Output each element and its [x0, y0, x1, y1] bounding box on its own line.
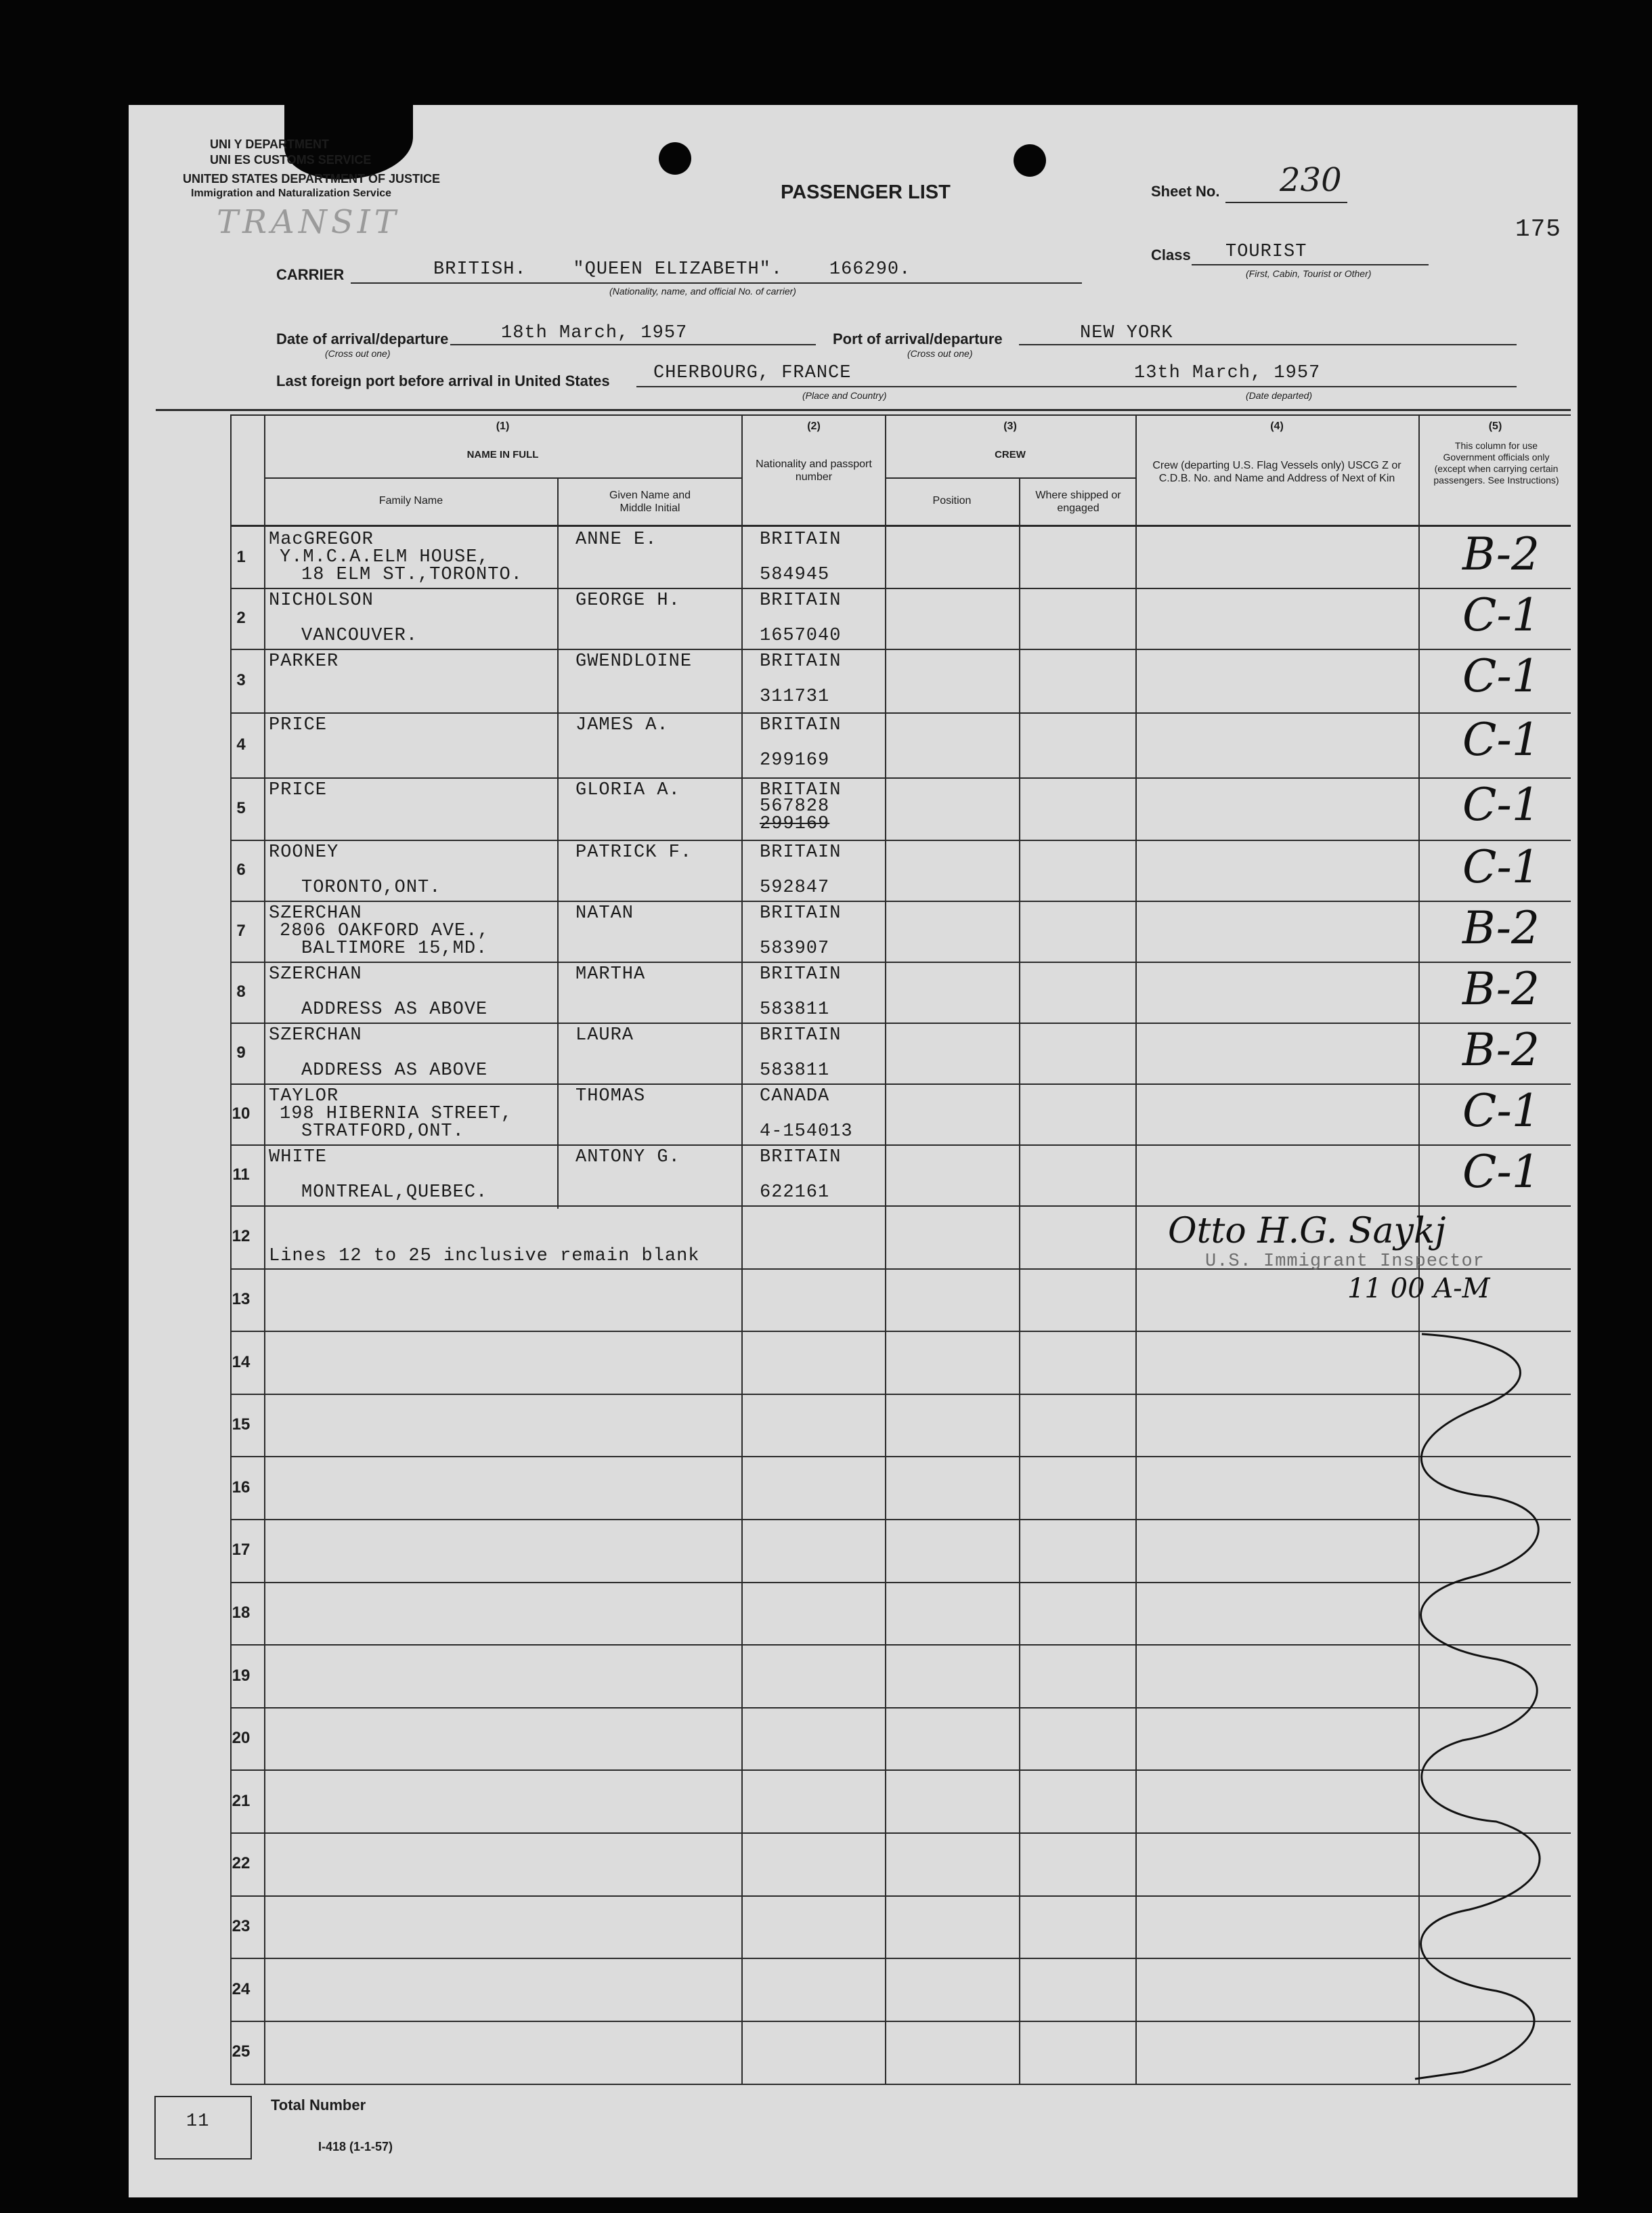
family-name: PRICE — [269, 715, 328, 735]
col-family-name: Family Name — [378, 495, 443, 507]
family-name: NICHOLSON — [269, 590, 374, 611]
nationality: BRITAIN — [760, 842, 842, 863]
passport-number: 583907 — [760, 939, 830, 959]
col4-title: Crew (departing U.S. Flag Vessels only) USCG Z or C.D.B. No. and Name and Address of Next of Kin — [1152, 460, 1401, 484]
departed-hint: (Date departed) — [1246, 390, 1313, 401]
col2-number: (2) — [807, 421, 821, 432]
passport-number: 1657040 — [760, 626, 842, 646]
date-hint: (Cross out one) — [325, 348, 391, 359]
row-number: 5 — [236, 799, 246, 817]
family-name: ROONEY — [269, 842, 339, 863]
family-name: SZERCHAN — [269, 1025, 362, 1046]
row-number: 22 — [232, 1854, 251, 1873]
row-rule — [230, 1205, 1571, 1207]
row-number: 13 — [232, 1289, 251, 1308]
passport-number: 592847 — [760, 878, 830, 898]
table-top-rule — [156, 409, 1571, 411]
passport-number: 583811 — [760, 1060, 830, 1081]
row-rule — [230, 840, 1571, 841]
row-number: 6 — [236, 861, 246, 879]
form-id: I-418 (1-1-57) — [318, 2140, 393, 2153]
port-hint: (Cross out one) — [907, 348, 973, 359]
address-line-2: BALTIMORE 15,MD. — [301, 939, 488, 959]
passport-number: 311731 — [760, 687, 830, 707]
family-name: PRICE — [269, 780, 328, 800]
passport-number: 583811 — [760, 1000, 830, 1020]
carrier-value: BRITISH. "QUEEN ELIZABETH". 166290. — [433, 259, 911, 280]
table-bottom-rule — [230, 2084, 1571, 2085]
nationality: BRITAIN — [760, 964, 842, 985]
row-number: 20 — [232, 1729, 251, 1748]
passport-number: 584945 — [760, 565, 830, 585]
row-number: 14 — [232, 1352, 251, 1371]
class-value: TOURIST — [1225, 242, 1307, 262]
void-squiggle — [1395, 1327, 1584, 2092]
col5-title: This column for use Government officials only (except when carrying certain passengers. See Instructions) — [1433, 440, 1559, 486]
given-name: PATRICK F. — [575, 842, 693, 863]
row-rule — [230, 1582, 1571, 1583]
address-line-1: 198 HIBERNIA STREET, — [280, 1104, 513, 1124]
address-line-2: STRATFORD,ONT. — [301, 1121, 464, 1142]
address-line-2: VANCOUVER. — [301, 626, 418, 646]
passport-number: 299169 — [760, 750, 830, 771]
classification-code: C-1 — [1462, 779, 1540, 831]
nationality: BRITAIN — [760, 590, 842, 611]
address-line-2: 18 ELM ST.,TORONTO. — [301, 565, 523, 585]
last-port-value: CHERBOURG, FRANCE — [653, 363, 852, 383]
classification-code: B-2 — [1462, 1024, 1540, 1076]
row-rule — [230, 962, 1571, 963]
last-port-label: Last foreign port before arrival in United States — [276, 372, 610, 389]
nationality: BRITAIN — [760, 780, 842, 800]
family-name: TAYLOR — [269, 1086, 339, 1106]
given-name: GWENDLOINE — [575, 651, 693, 672]
col-where-shipped: Where shipped or engaged — [1035, 490, 1121, 514]
nationality: BRITAIN — [760, 1025, 842, 1046]
row-number: 23 — [232, 1916, 251, 1935]
row-rule — [230, 1832, 1571, 1834]
classification-code: B-2 — [1462, 902, 1540, 954]
row-rule — [230, 1083, 1571, 1085]
row-rule — [230, 712, 1571, 714]
row-rule — [230, 901, 1571, 902]
row-number: 21 — [232, 1791, 251, 1810]
family-name: MacGREGOR — [269, 530, 374, 550]
dept-line-4: Immigration and Naturalization Service — [191, 188, 392, 199]
passport-number-struck: 299169 — [760, 814, 830, 834]
given-name: THOMAS — [575, 1086, 646, 1106]
form-paper — [129, 105, 1578, 2197]
col5-number: (5) — [1488, 421, 1502, 432]
row-number: 15 — [232, 1415, 251, 1434]
class-hint: (First, Cabin, Tourist or Other) — [1246, 268, 1372, 279]
row-number: 17 — [232, 1541, 251, 1560]
given-name: ANNE E. — [575, 530, 657, 550]
row-number: 24 — [232, 1979, 251, 1998]
inspector-time-note: 11 00 A-M — [1347, 1273, 1490, 1304]
classification-code: C-1 — [1462, 841, 1540, 893]
row-number: 7 — [236, 922, 246, 940]
classification-code: B-2 — [1462, 963, 1540, 1015]
dept-line-3: UNITED STATES DEPARTMENT OF JUSTICE — [183, 172, 441, 186]
classification-code: C-1 — [1462, 589, 1540, 641]
nationality: BRITAIN — [760, 715, 842, 735]
row-number: 9 — [236, 1044, 246, 1062]
nationality: BRITAIN — [760, 903, 842, 924]
col3-title: CREW — [995, 449, 1026, 460]
nationality: BRITAIN — [760, 530, 842, 550]
total-number-label: Total Number — [271, 2097, 366, 2113]
col1-title: NAME IN FULL — [466, 449, 539, 460]
row-rule — [230, 1707, 1571, 1709]
row-number: 11 — [232, 1165, 250, 1184]
address-line-1: 2806 OAKFORD AVE., — [280, 921, 490, 941]
row-rule — [230, 649, 1571, 650]
row-rule — [230, 1394, 1571, 1395]
row-rule — [230, 1456, 1571, 1457]
classification-code: C-1 — [1462, 1146, 1540, 1198]
row-number: 16 — [232, 1478, 251, 1497]
row-number: 25 — [232, 2042, 251, 2061]
row-number: 2 — [236, 609, 246, 627]
family-name: SZERCHAN — [269, 964, 362, 985]
passport-number: 4-154013 — [760, 1121, 853, 1142]
arrival-date: 18th March, 1957 — [501, 323, 688, 343]
col-position: Position — [932, 495, 972, 507]
col3-number: (3) — [1003, 421, 1017, 432]
row-rule — [230, 777, 1571, 779]
row-rule — [230, 588, 1571, 589]
dept-line-1: UNI Y DEPARTMENT — [210, 137, 330, 151]
col2-title: Nationality and passport number — [756, 458, 872, 483]
departed-date: 13th March, 1957 — [1134, 363, 1321, 383]
page-number: 175 — [1515, 215, 1561, 243]
given-name: MARTHA — [575, 964, 646, 985]
inspector-signature: Otto H.G. Saykj — [1168, 1211, 1446, 1251]
family-name: SZERCHAN — [269, 903, 362, 924]
row-rule — [230, 1769, 1571, 1771]
sheet-value: 230 — [1280, 161, 1342, 199]
classification-code: C-1 — [1462, 1085, 1540, 1137]
nationality: CANADA — [760, 1086, 830, 1106]
given-name: LAURA — [575, 1025, 634, 1046]
given-name: GEORGE H. — [575, 590, 680, 611]
row-number: 12 — [232, 1227, 251, 1246]
total-number-value: 11 — [186, 2111, 210, 2132]
dept-line-2: UNI ES CUSTOMS SERVICE — [210, 153, 372, 167]
classification-code: C-1 — [1462, 650, 1540, 702]
transit-stamp: TRANSIT — [217, 203, 400, 241]
family-name: WHITE — [269, 1147, 328, 1167]
family-name: PARKER — [269, 651, 339, 672]
carrier-label: CARRIER — [276, 266, 345, 283]
address-line-2: TORONTO,ONT. — [301, 878, 441, 898]
port-value: NEW YORK — [1080, 323, 1173, 343]
sheet-label: Sheet No. — [1151, 183, 1220, 200]
nationality: BRITAIN — [760, 1147, 842, 1167]
row-number: 3 — [236, 671, 246, 689]
row-rule — [230, 1331, 1571, 1332]
blank-lines-note: Lines 12 to 25 inclusive remain blank — [269, 1246, 700, 1266]
nationality: BRITAIN — [760, 651, 842, 672]
punch-hole-right — [1014, 144, 1046, 177]
table-header-rule — [230, 525, 1571, 527]
row-rule — [230, 1895, 1571, 1897]
classification-code: B-2 — [1462, 528, 1540, 580]
row-rule — [230, 2021, 1571, 2022]
row-number: 1 — [236, 548, 246, 566]
row-rule — [230, 1144, 1571, 1146]
row-rule — [230, 1023, 1571, 1024]
given-name: JAMES A. — [575, 715, 669, 735]
address-line-1: Y.M.C.A.ELM HOUSE, — [280, 547, 490, 567]
classification-code: C-1 — [1462, 714, 1540, 766]
col-given-name: Given Name and Middle Initial — [609, 490, 691, 514]
row-number: 4 — [236, 735, 246, 754]
row-rule — [230, 1958, 1571, 1959]
address-line-2: ADDRESS AS ABOVE — [301, 1060, 488, 1081]
page-title: PASSENGER LIST — [781, 181, 951, 203]
row-number: 10 — [232, 1104, 251, 1123]
port-label: Port of arrival/departure — [833, 330, 1003, 347]
col4-number: (4) — [1270, 421, 1284, 432]
punch-hole-left — [659, 142, 691, 175]
passport-number: 622161 — [760, 1182, 830, 1203]
row-rule — [230, 1644, 1571, 1646]
class-label: Class — [1151, 246, 1191, 263]
carrier-hint: (Nationality, name, and official No. of carrier) — [609, 286, 796, 297]
col1-number: (1) — [496, 421, 510, 432]
given-name: ANTONY G. — [575, 1147, 680, 1167]
given-name: NATAN — [575, 903, 634, 924]
row-number: 19 — [232, 1666, 251, 1685]
passport-number: 567828 — [760, 796, 830, 817]
row-number: 8 — [236, 983, 246, 1001]
date-label: Date of arrival/departure — [276, 330, 449, 347]
row-number: 18 — [232, 1603, 251, 1622]
given-name: GLORIA A. — [575, 780, 680, 800]
row-rule — [230, 1519, 1571, 1520]
address-line-2: ADDRESS AS ABOVE — [301, 1000, 488, 1020]
inspector-title: U.S. Immigrant Inspector — [1205, 1251, 1485, 1272]
last-port-hint: (Place and Country) — [802, 390, 887, 401]
address-line-2: MONTREAL,QUEBEC. — [301, 1182, 488, 1203]
